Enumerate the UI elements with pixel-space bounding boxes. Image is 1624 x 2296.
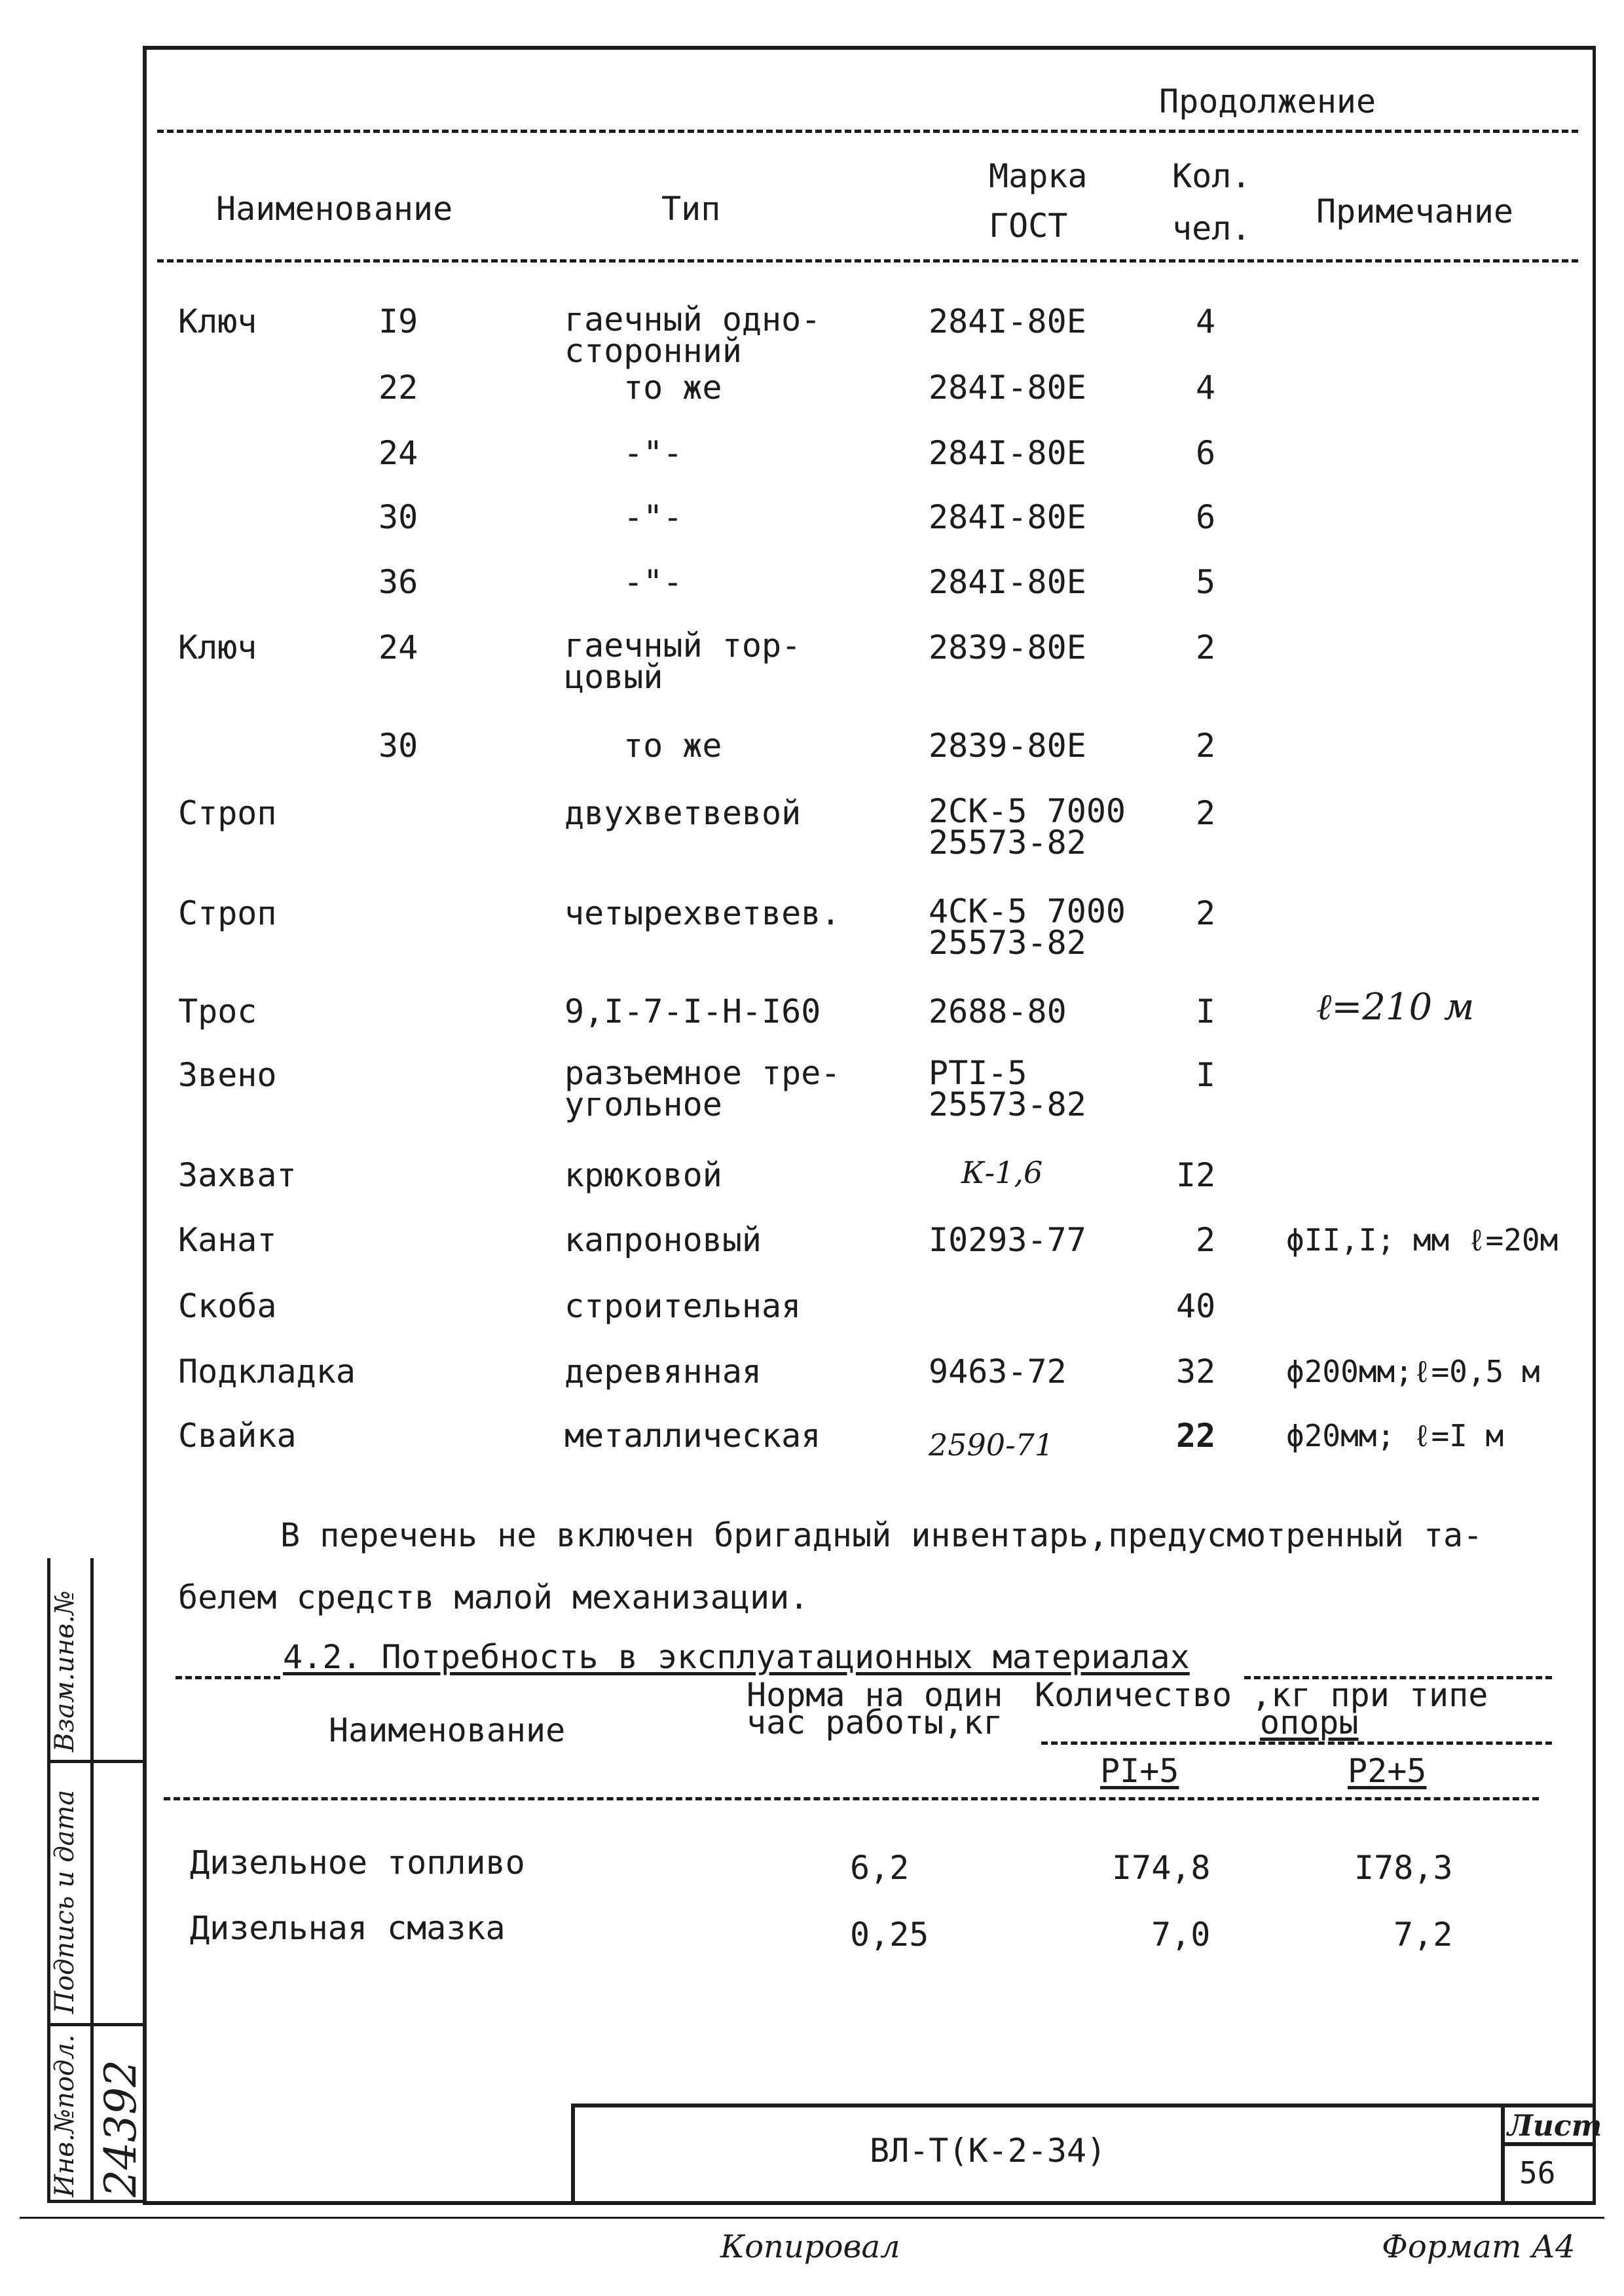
- table-cell-type: то же: [623, 727, 722, 765]
- section-title: 4.2. Потребность в эксплуатационных материалах: [283, 1638, 1190, 1676]
- side-divider-1: [47, 1760, 145, 1763]
- t2-header-bottom-rule: [164, 1797, 1539, 1800]
- t2-row-name: Дизельное топливо: [190, 1844, 525, 1882]
- table-cell-grade: 284I-80Е: [929, 369, 1086, 407]
- table-cell-type: металлическая: [564, 1417, 821, 1455]
- header-grade-2: ГОСТ: [989, 207, 1068, 245]
- t2-row-v1: 7,0: [1151, 1916, 1211, 1954]
- table-cell-count: 4: [1196, 302, 1216, 340]
- t2-header-name: Наименование: [329, 1711, 566, 1749]
- header-count-1: Кол.: [1172, 157, 1251, 195]
- table-cell-type: деревянная: [564, 1353, 762, 1391]
- side-label-inv-value: 24392: [96, 2060, 146, 2197]
- table-cell-size: I9: [378, 302, 418, 340]
- paragraph-line-1: В перечень не включен бригадный инвентарь,предусмотренный та-: [280, 1516, 1483, 1554]
- side-bottom-line: [47, 2200, 145, 2203]
- footer-format: Формат А4: [1382, 2229, 1576, 2265]
- table-cell-type: гаечный тор- цовый: [564, 627, 802, 696]
- stamp-code: ВЛ-Т(К-2-34): [870, 2132, 1107, 2170]
- header-top-rule: [157, 130, 1578, 133]
- table-cell-name: Ключ: [178, 629, 257, 666]
- table-cell-count: 2: [1196, 727, 1216, 765]
- table-cell-grade: I0293-77: [929, 1221, 1086, 1259]
- table-cell-size: 36: [378, 563, 418, 601]
- header-note: Примечание: [1316, 192, 1514, 230]
- table-cell-name: Трос: [178, 993, 257, 1030]
- t2-header-norm-1: Норма на один: [747, 1676, 1003, 1714]
- table-cell-type: гаечный одно- сторонний: [564, 301, 821, 370]
- t2-header-col1: РI+5: [1100, 1752, 1179, 1790]
- t2-header-rule: [1041, 1741, 1552, 1745]
- t2-header-col2: Р2+5: [1348, 1752, 1427, 1790]
- stamp-left-line: [571, 2104, 575, 2201]
- table-cell-grade: 2590-71: [929, 1427, 1054, 1463]
- table-cell-type: -"-: [623, 434, 683, 472]
- header-bottom-rule: [157, 259, 1578, 263]
- t2-header-norm-2: час работы,кг: [747, 1704, 1003, 1741]
- table-cell-count: 2: [1196, 1221, 1216, 1259]
- table-cell-type: разъемное тре- угольное: [564, 1054, 841, 1123]
- table-cell-grade: К-1,6: [961, 1155, 1043, 1190]
- table-cell-note: ϕ200мм;ℓ=0,5 м: [1286, 1354, 1540, 1389]
- t2-row-v2: 7,2: [1393, 1916, 1453, 1954]
- side-label-exchange: Взам.инв.№: [50, 1590, 80, 1752]
- paragraph-line-2: белем средств малой механизации.: [178, 1578, 809, 1616]
- table-cell-count: 2: [1196, 894, 1216, 932]
- t2-row-v2: I78,3: [1354, 1849, 1453, 1887]
- table-cell-type: 9,I-7-I-Н-I60: [564, 993, 821, 1030]
- table-cell-count: 6: [1196, 434, 1216, 472]
- table-cell-size: 30: [378, 727, 418, 765]
- table-cell-count: 2: [1196, 794, 1216, 832]
- table-cell-grade: 284I-80Е: [929, 563, 1086, 601]
- t2-row-v1: I74,8: [1112, 1849, 1211, 1887]
- table-cell-note: ϕ20мм; ℓ=I м: [1286, 1418, 1504, 1453]
- header-name: Наименование: [216, 190, 453, 228]
- table-cell-count: 5: [1196, 563, 1216, 601]
- table-cell-size: 30: [378, 498, 418, 536]
- side-divider-2: [47, 2023, 145, 2026]
- header-count-2: чел.: [1172, 210, 1251, 247]
- t2-row-name: Дизельная смазка: [190, 1909, 506, 1947]
- table-cell-count: 22: [1176, 1417, 1216, 1455]
- continuation-label: Продолжение: [1159, 82, 1376, 120]
- table-cell-size: 22: [378, 369, 418, 407]
- table-cell-name: Ключ: [178, 302, 257, 340]
- table-cell-grade: 9463-72: [929, 1353, 1067, 1391]
- section-title-rule-left: [175, 1676, 280, 1679]
- table-cell-note: ℓ=210 м: [1316, 986, 1475, 1029]
- t2-header-qty-1: Количество ,кг при типе: [1035, 1676, 1488, 1714]
- table-cell-name: Скоба: [178, 1287, 277, 1325]
- table-cell-type: двухветвевой: [564, 794, 802, 832]
- table-cell-size: 24: [378, 629, 418, 666]
- table-cell-count: 40: [1176, 1287, 1216, 1325]
- t2-header-qty-2: опоры: [1260, 1704, 1359, 1741]
- table-cell-type: капроновый: [564, 1221, 762, 1259]
- header-type: Тип: [661, 190, 721, 228]
- table-cell-name: Канат: [178, 1221, 277, 1259]
- table-cell-type: четырехветвев.: [564, 894, 841, 932]
- table-cell-type: крюковой: [564, 1156, 722, 1194]
- stamp-sheet-label: Лист: [1507, 2109, 1602, 2143]
- table-cell-name: Строп: [178, 794, 277, 832]
- table-cell-type: то же: [623, 369, 722, 407]
- side-column-line: [90, 1558, 94, 2201]
- table-cell-grade: 2688-80: [929, 993, 1067, 1030]
- table-cell-count: 32: [1176, 1353, 1216, 1391]
- table-cell-grade: 284I-80Е: [929, 498, 1086, 536]
- side-label-sign-date: Подпись и дата: [50, 1789, 80, 2014]
- table-cell-type: -"-: [623, 563, 683, 601]
- table-cell-name: Захват: [178, 1156, 297, 1194]
- t2-row-norm: 0,25: [850, 1916, 929, 1954]
- table-cell-count: I2: [1176, 1156, 1216, 1194]
- table-cell-count: I: [1196, 1056, 1216, 1094]
- table-cell-name: Подкладка: [178, 1353, 356, 1391]
- t2-row-norm: 6,2: [850, 1849, 910, 1887]
- stamp-sheet-divider: [1501, 2104, 1505, 2201]
- table-cell-count: 6: [1196, 498, 1216, 536]
- table-cell-count: 4: [1196, 369, 1216, 407]
- table-cell-grade: 4СК-5 7000 25573-82: [929, 892, 1126, 962]
- table-cell-grade: 2839-80Е: [929, 727, 1086, 765]
- footer-copied: Копировал: [720, 2229, 900, 2265]
- table-cell-name: Свайка: [178, 1417, 297, 1455]
- table-cell-note: ϕII,I; мм ℓ=20м: [1286, 1222, 1559, 1258]
- table-cell-type: -"-: [623, 498, 683, 536]
- table-cell-size: 24: [378, 434, 418, 472]
- table-cell-grade: 284I-80Е: [929, 434, 1086, 472]
- table-cell-grade: РТI-5 25573-82: [929, 1054, 1086, 1123]
- side-label-inv-no: Инв.№подл.: [50, 2034, 80, 2197]
- table-cell-name: Строп: [178, 894, 277, 932]
- stamp-sheet-number: 56: [1519, 2155, 1556, 2191]
- table-cell-count: 2: [1196, 629, 1216, 666]
- table-cell-type: строительная: [564, 1287, 802, 1325]
- table-cell-grade: 2СК-5 7000 25573-82: [929, 792, 1126, 862]
- table-cell-count: I: [1196, 993, 1216, 1030]
- table-cell-name: Звено: [178, 1056, 277, 1094]
- table-cell-grade: 284I-80Е: [929, 302, 1086, 340]
- table-cell-grade: 2839-80Е: [929, 629, 1086, 666]
- footer-line: [20, 2217, 1604, 2219]
- header-grade-1: Марка: [989, 157, 1088, 195]
- stamp-top-line: [571, 2104, 1593, 2107]
